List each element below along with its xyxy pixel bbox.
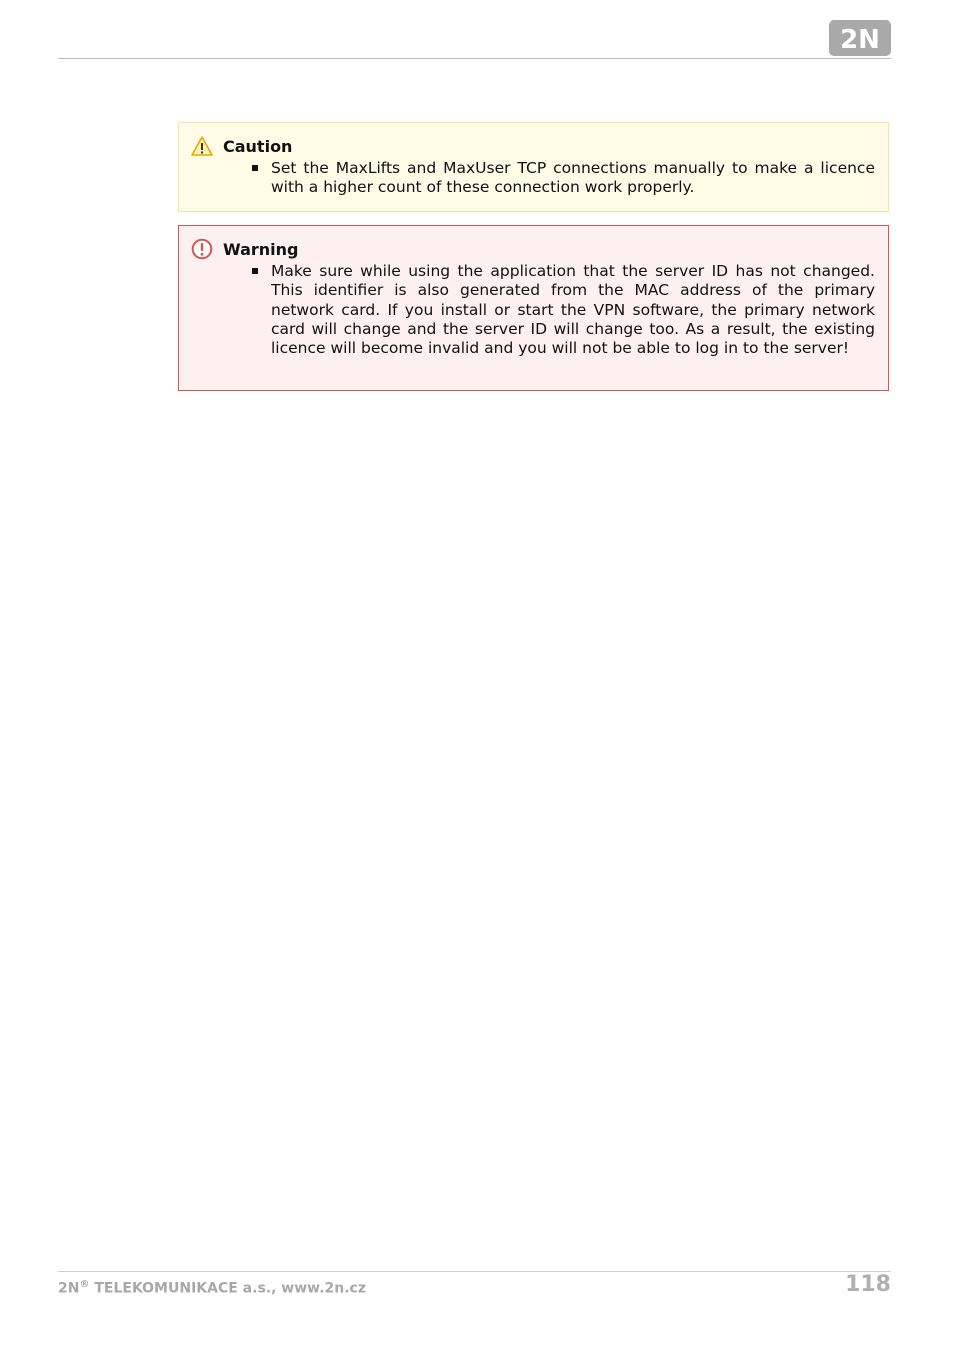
footer-company-text: TELEKOMUNIKACE a.s., www.2n.cz	[89, 1280, 366, 1297]
header-rule	[58, 58, 891, 59]
caution-title: Caution	[223, 136, 293, 156]
warning-title: Warning	[223, 239, 299, 259]
warning-list	[191, 262, 875, 358]
footer-brand: 2N	[58, 1280, 80, 1297]
page-number: 118	[845, 1272, 891, 1297]
caution-item: Set the MaxLifts and MaxUser TCP connections manually to make a licence with a higher count of these connection work properly.	[271, 159, 875, 197]
caution-box	[178, 122, 889, 212]
caution-list	[191, 159, 875, 198]
footer-rule	[58, 1271, 891, 1272]
registered-mark: ®	[79, 1279, 90, 1290]
warning-item: Make sure while using the application that the server ID has not changed. This identifier is also generated from the MAC address of the primary network card. If you install or start the VPN software, the primary network card will change and the server ID will change too. As a result, the existing licence will become invalid and you will not be able to log in to the server!	[271, 262, 875, 358]
svg-text:2N: 2N	[840, 25, 880, 55]
warning-box	[178, 225, 889, 391]
footer-company	[58, 1279, 366, 1297]
2n-logo-icon	[829, 20, 891, 56]
caution-triangle-icon	[191, 135, 213, 157]
warning-exclamation-icon	[191, 238, 213, 260]
